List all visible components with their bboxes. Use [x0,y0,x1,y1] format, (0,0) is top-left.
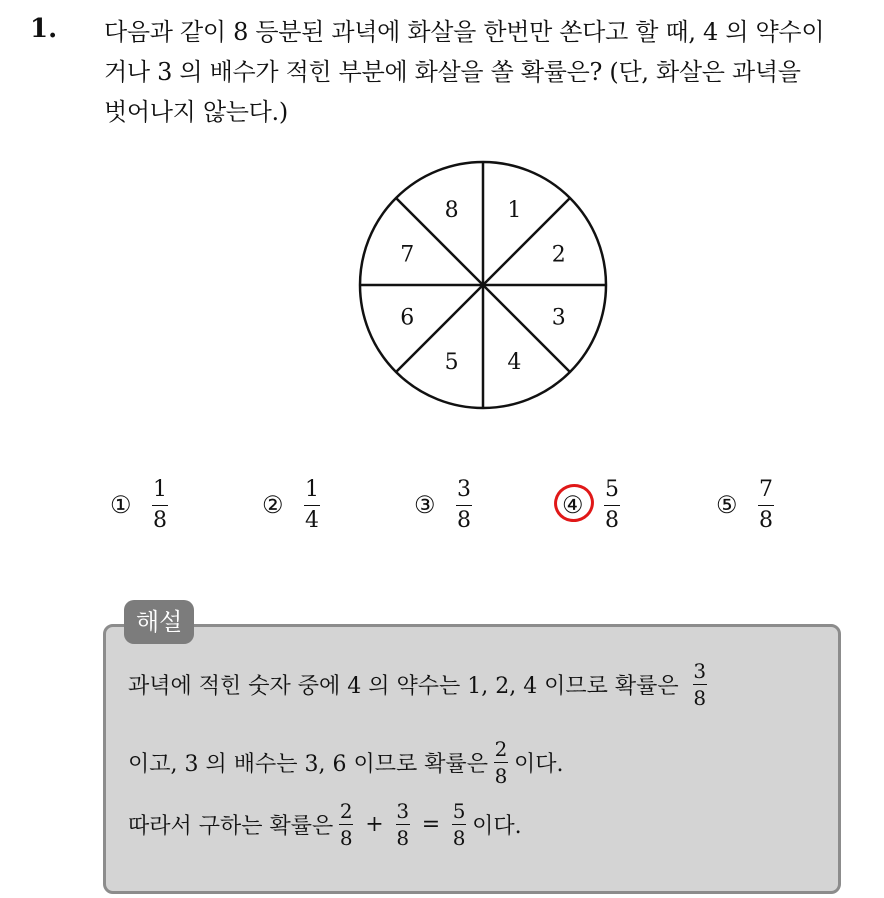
question-number: 1. [30,14,58,44]
sector-label: 2 [551,242,566,268]
dartboard-figure [357,159,609,411]
sector-label: 8 [444,198,459,224]
solution-text: 이다. [472,814,522,839]
solution-line-2 [128,738,563,787]
choice-1[interactable] [110,470,168,540]
sector-label: 5 [444,349,459,375]
choice-fraction [604,477,620,534]
choice-3[interactable] [414,470,472,540]
sector-label: 4 [507,349,522,375]
question-line: 다음과 같이 8 등분된 과녁에 화살을 한번만 쏜다고 할 때, 4 의 약수이 [104,18,825,46]
denominator: 4 [305,507,319,533]
denominator: 8 [693,686,707,710]
choice-symbol: ② [262,491,284,519]
sector-label: 3 [551,305,566,331]
denominator: 8 [605,507,619,533]
solution-text: 과녁에 적힌 숫자 중에 4 의 약수는 1, 2, 4 이므로 확률은 [128,674,679,699]
numerator: 5 [605,476,619,502]
choice-fraction [304,477,320,534]
choice-2[interactable] [262,470,320,540]
denominator: 8 [452,826,466,850]
question-line: 벗어나지 않는다.) [104,98,288,126]
solution-line-1 [128,660,713,709]
choice-symbol: ④ [562,491,584,519]
solution-fraction [452,800,466,849]
question-line: 거나 3 의 배수가 적힌 부분에 화살을 쏠 확률은? (단, 화살은 과녁을 [104,58,801,86]
choice-symbol: ⑤ [716,491,738,519]
numerator: 1 [305,476,319,502]
plus-sign: + [365,812,384,837]
choice-symbol: ① [110,491,132,519]
numerator: 3 [457,476,471,502]
numerator: 5 [452,799,466,823]
denominator: 8 [153,507,167,533]
equals-sign: = [421,812,441,837]
solution-text: 따라서 구하는 확률은 [128,814,334,839]
choice-fraction [152,477,168,534]
numerator: 3 [693,659,707,683]
solution-line-3 [128,800,522,849]
solution-tag: 해설 [124,600,194,644]
numerator: 7 [759,476,773,502]
solution-fraction [494,738,508,787]
denominator: 8 [494,764,508,788]
numerator: 1 [153,476,167,502]
sector-label: 7 [400,242,415,268]
solution-fraction [693,660,707,709]
sector-label: 1 [507,198,522,224]
solution-fraction [396,800,410,849]
choice-symbol: ③ [414,491,436,519]
numerator: 2 [494,737,508,761]
denominator: 8 [396,826,410,850]
denominator: 8 [759,507,773,533]
solution-text: 이고, 3 의 배수는 3, 6 이므로 확률은 [128,752,488,777]
answer-choices [0,470,884,540]
solution-fraction [339,800,353,849]
choice-fraction [758,477,774,534]
choice-fraction [456,477,472,534]
denominator: 8 [339,826,353,850]
choice-5[interactable] [716,470,774,540]
solution-text: 이다. [513,752,564,777]
numerator: 3 [396,799,410,823]
question-text [104,12,874,132]
sector-label: 6 [400,305,415,331]
numerator: 2 [339,799,353,823]
denominator: 8 [457,507,471,533]
